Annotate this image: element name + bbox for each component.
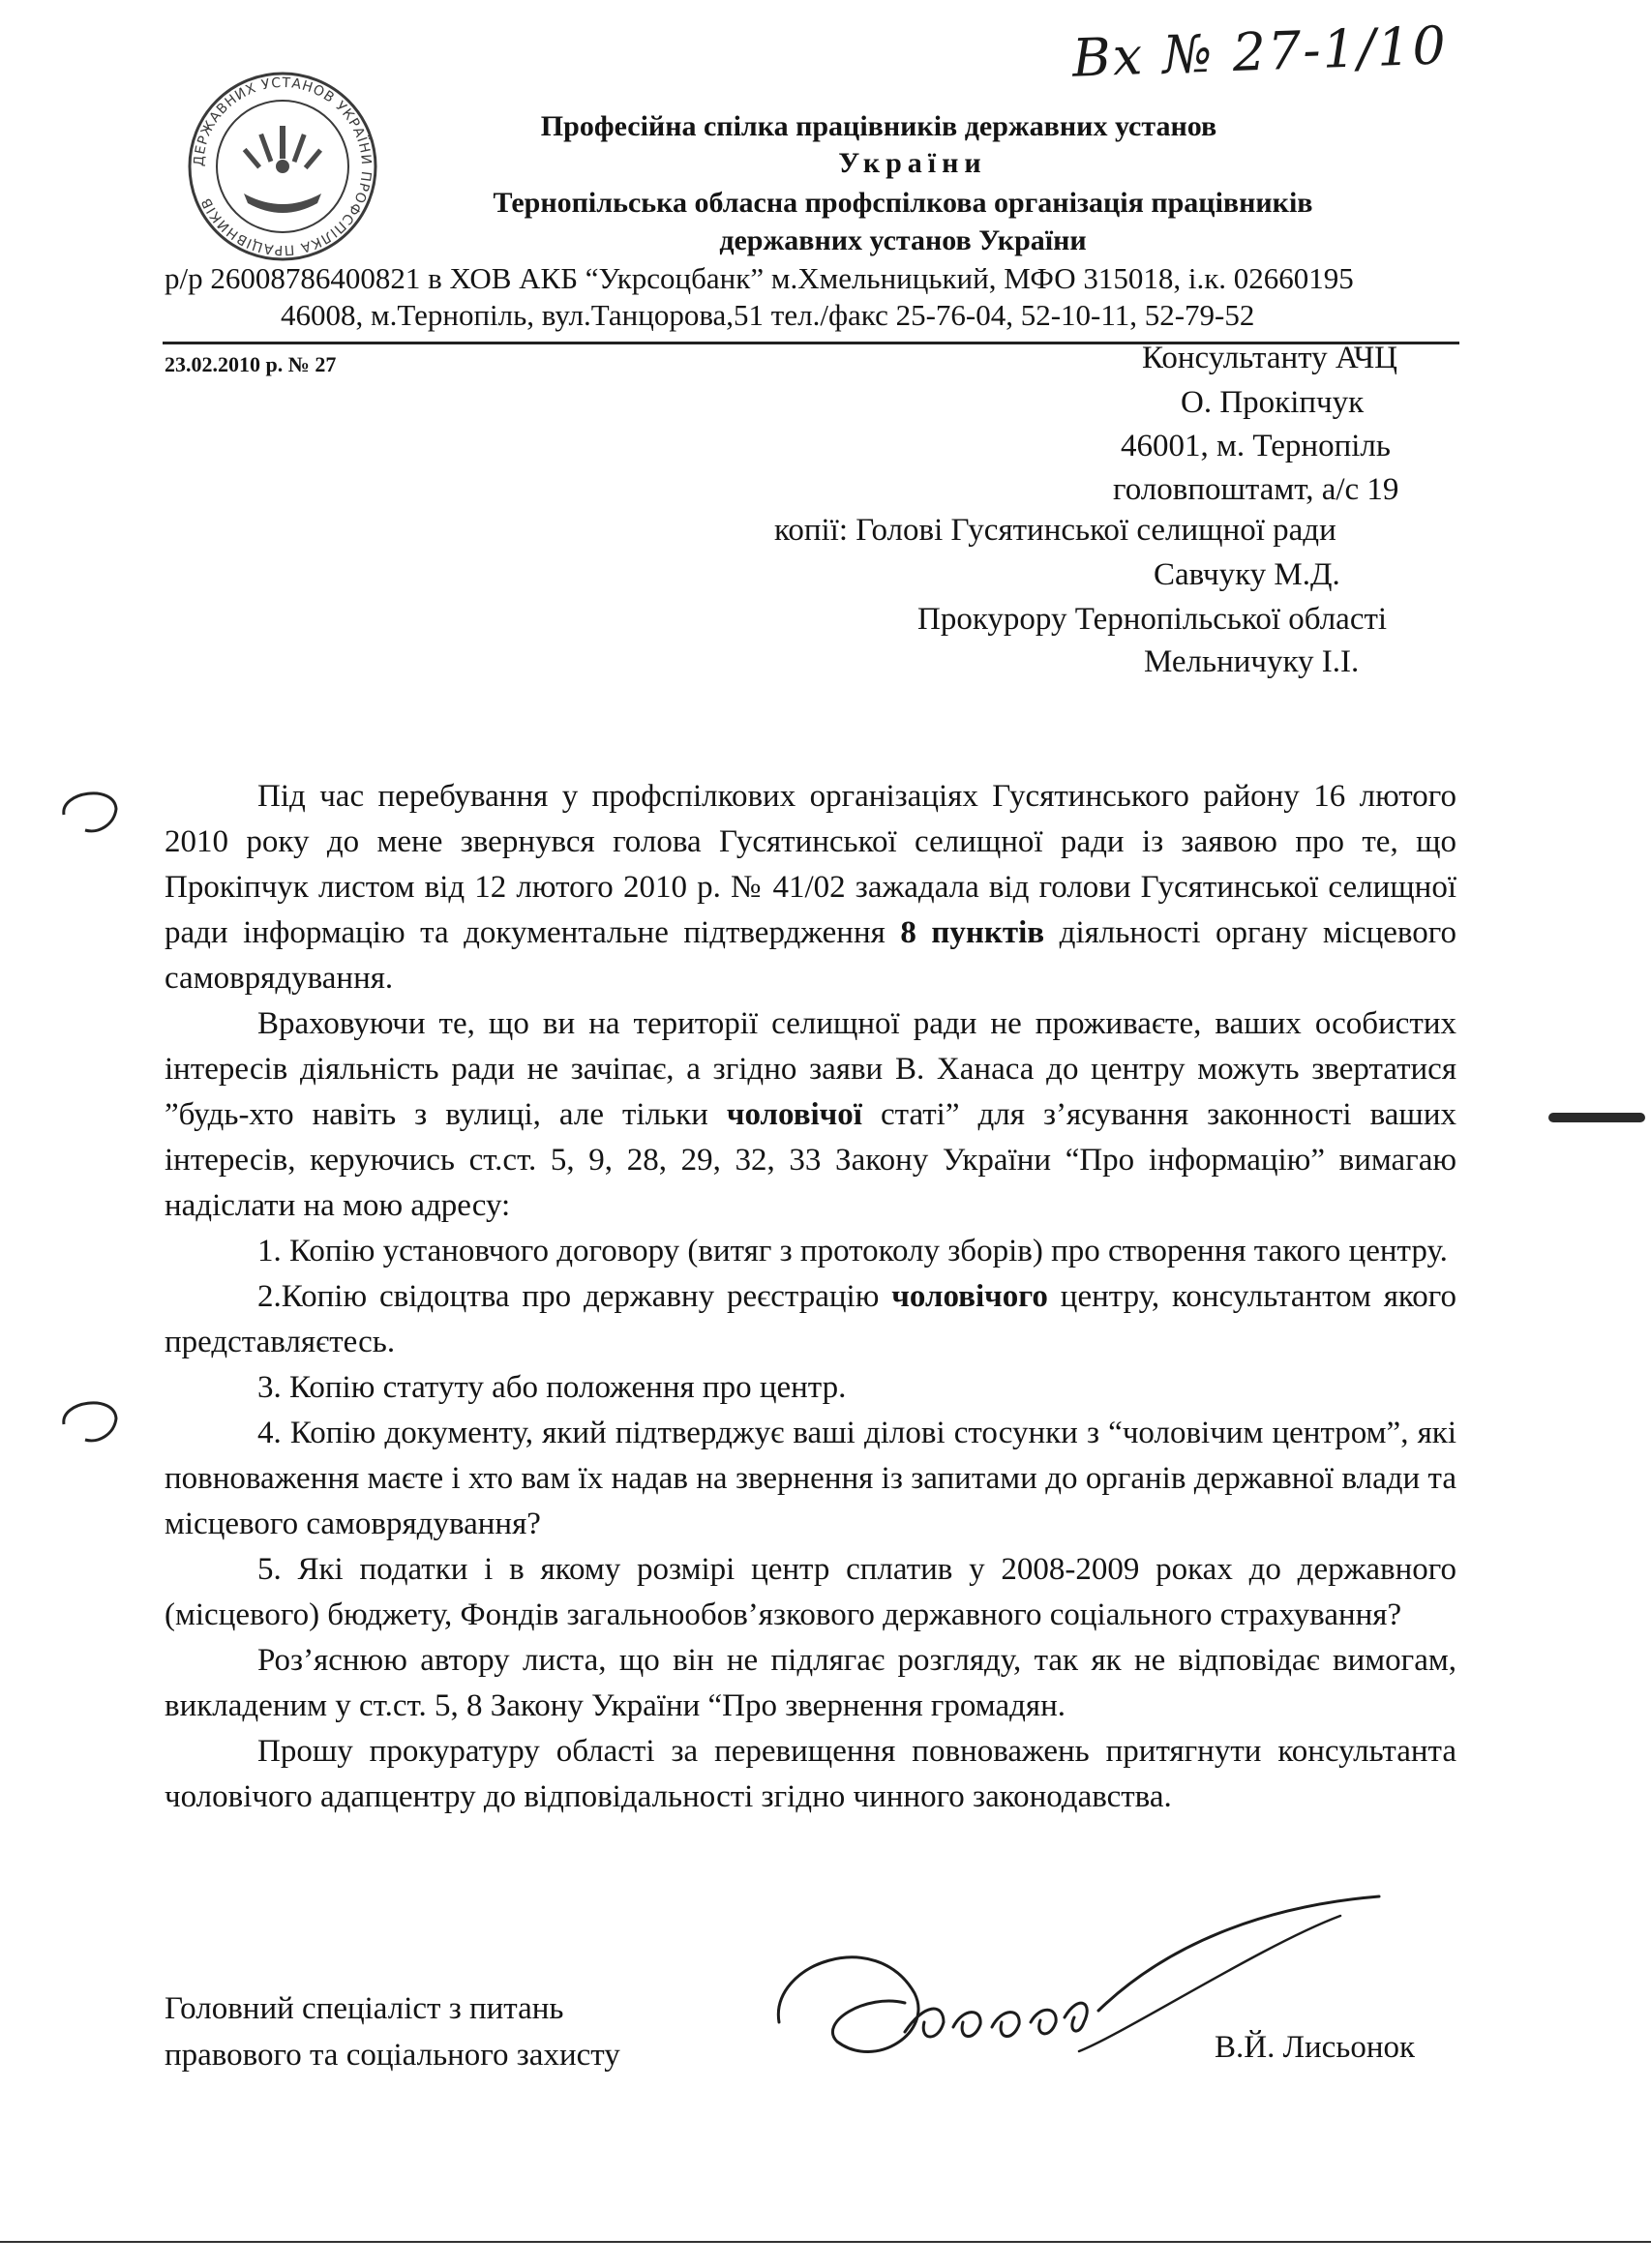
punch-hole-mark-bottom (56, 1391, 124, 1449)
addressee-line-1: Консультанту АЧЦ (1142, 341, 1398, 375)
addressee-line-4: головпоштамт, а/с 19 (1113, 472, 1399, 507)
request-item-2 (165, 1274, 1456, 1365)
letterhead-address: 46008, м.Тернопіль, вул.Танцорова,51 тел./факс 25-76-04, 52-10-11, 52-79-52 (281, 298, 1255, 332)
request-item-1: 1. Копію установчого договору (витяг з протоколу зборів) про створення такого центру. (257, 1234, 1448, 1268)
letterhead-line-3: Тернопільська обласна профспілкова організація працівників (493, 187, 1313, 219)
letter-body (165, 774, 1456, 1820)
letterhead-line-4: державних установ України (719, 224, 1087, 256)
signer-position-line-1: Головний спеціаліст з питань (165, 1991, 564, 2026)
body-paragraph-1 (165, 774, 1456, 1001)
letterhead-line-1: Професійна спілка працівників державних установ (540, 110, 1217, 142)
outgoing-date-number: 23.02.2010 р. № 27 (165, 352, 337, 376)
incoming-number-handwritten: Вх № 27-1/10 (1071, 15, 1449, 89)
item-2-text-end: центру, консультантом якого представляєтесь. (165, 1279, 1457, 1359)
signer-position-line-2: правового та соціального захисту (165, 2038, 620, 2073)
handwritten-signature (760, 1887, 1437, 2109)
paragraph-1-bold: 8 пунктів (900, 915, 1045, 950)
paragraph-2-text-end: статі” для з’ясування законності ваших інтересів, керуючись ст.ст. 5, 9, 28, 29, 32, 33 Закону України “Про інформацію” вимагаю надіслати на мою адресу: (165, 1097, 1456, 1223)
paragraph-1-text: Під час перебування у профспілкових організаціях Гусятинського району 16 лютого 2010 року до мене звернувся голова Гусятинської селищної ради із заявою про те, що Прокіпчук листом від 12 лютого 2010 р. № 41/02 зажадала від голови Гусятинської селищної ради інформацію та документальне підтвердження (165, 779, 1456, 950)
punch-hole-mark-top (56, 782, 124, 840)
body-paragraph-2 (165, 1001, 1456, 1229)
copies-line-4: Мельничуку І.І. (1144, 644, 1360, 679)
scan-bottom-edge (0, 2241, 1651, 2243)
letterhead-line-2: України (838, 147, 987, 179)
paragraph-1-text-end: діяльності органу місцевого самоврядування. (165, 915, 1456, 996)
request-item-3: 3. Копію статуту або положення про центр. (257, 1370, 847, 1405)
request-item-5: 5. Які податки і в якому розмірі центр сплатив у 2008-2009 роках до державного (місцевого) бюджету, Фондів загальнообов’язкового державного соціального страхування? (165, 1552, 1456, 1632)
paragraph-2-bold: чоловічої (726, 1097, 862, 1132)
copies-line-1: копії: Голові Гусятинської селищної ради (774, 513, 1336, 548)
stamp-text: ДЕРЖАВНИХ УСТАНОВ УКРАЇНИ ПРОФСПІЛКА ПРАЦІВНИКІВ (191, 75, 375, 258)
signer-position (165, 1985, 620, 2078)
addressee-line-2: О. Прокіпчук (1181, 385, 1365, 420)
addressee-line-3: 46001, м. Тернопіль (1121, 429, 1391, 463)
body-paragraph-3: Роз’яснюю автору листа, що він не підлягає розгляду, так як не відповідає вимогам, викладеним у ст.ст. 5, 8 Закону України “Про звернення громадян. (165, 1643, 1456, 1723)
paragraph-2-text: Враховуючи те, що ви на території селищної ради не проживаєте, ваших особистих інтересів діяльність ради не зачіпає, а згідно заяви В. Ханаса до центру можуть звертатися ”будь-хто навіть з вулиці, але тільки (165, 1006, 1456, 1132)
item-2-text: 2.Копію свідоцтва про державну реєстрацію (257, 1279, 892, 1314)
body-paragraph-4: Прошу прокуратуру області за перевищення повноважень притягнути консультанта чоловічого адапцентру до відповідальності згідно чинного законодавства. (165, 1734, 1456, 1814)
copies-line-3: Прокурору Тернопільської області (917, 602, 1388, 637)
letterhead-bank-details: р/р 26008786400821 в ХОВ АКБ “Укрсоцбанк” м.Хмельницький, МФО 315018, і.к. 02660195 (165, 261, 1354, 295)
copies-line-2: Савчуку М.Д. (1154, 557, 1340, 592)
scan-edge-mark (1548, 1113, 1645, 1122)
item-2-bold: чоловічого (891, 1279, 1048, 1314)
request-item-4: 4. Копію документу, який підтверджує ваші ділові стосунки з “чоловічим центром”, які повноваження маєте і хто вам їх надав на звернення із запитами до органів державної влади та місцевого самоврядування? (165, 1416, 1456, 1541)
signer-name: В.Й. Лисьонок (1215, 2030, 1416, 2065)
